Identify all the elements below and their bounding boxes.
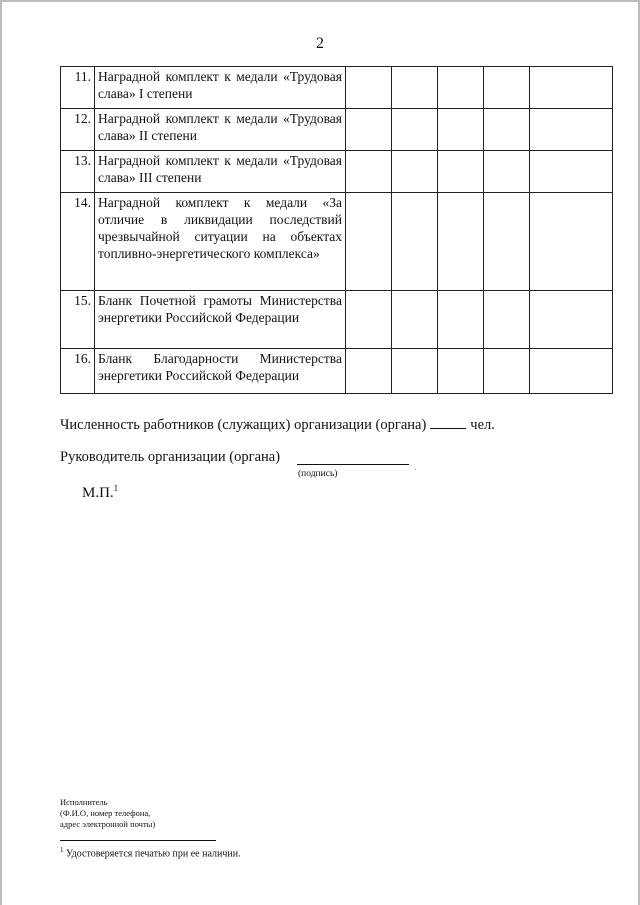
row-name: Бланк Почетной грамоты Министерства энергетики Российской Федерации [95, 291, 346, 349]
empty-cell [438, 349, 484, 394]
stamp-text: М.П. [82, 485, 114, 501]
row-name: Наградной комплект к медали «Трудовая слава» III степени [95, 151, 346, 193]
awards-table [60, 66, 613, 394]
empty-cell [484, 291, 530, 349]
stamp-label [82, 483, 118, 502]
head-label: Руководитель организации (органа) [60, 449, 281, 465]
row-name: Наградной комплект к медали «За отличие в ликвидации последствий чрезвычайной ситуации на объектах топливно-энергетического комплекса» [95, 193, 346, 291]
page-number: 2 [316, 35, 324, 52]
row-number: 14. [61, 193, 95, 291]
employees-count-line [60, 416, 495, 434]
executor-block [60, 797, 155, 830]
row-number: 13. [61, 151, 95, 193]
empty-cell [392, 193, 438, 291]
empty-cell [530, 151, 613, 193]
page-border-top [0, 0, 640, 2]
empty-cell [346, 151, 392, 193]
employees-count-blank [430, 416, 466, 429]
row-name: Бланк Благодарности Министерства энергетики Российской Федерации [95, 349, 346, 394]
table-row [61, 109, 613, 151]
signature-line [297, 464, 409, 465]
row-number: 15. [61, 291, 95, 349]
employees-unit: чел. [470, 417, 495, 433]
executor-line: (Ф.И.О, номер телефона, [60, 808, 151, 818]
table-row [61, 151, 613, 193]
empty-cell [392, 349, 438, 394]
empty-cell [392, 67, 438, 109]
empty-cell [530, 349, 613, 394]
empty-cell [392, 151, 438, 193]
empty-cell [530, 193, 613, 291]
empty-cell [484, 349, 530, 394]
empty-cell [530, 67, 613, 109]
row-name: Наградной комплект к медали «Трудовая слава» I степени [95, 67, 346, 109]
row-number: 12. [61, 109, 95, 151]
signature-dot: . [414, 462, 417, 473]
empty-cell [484, 67, 530, 109]
footnote [60, 846, 241, 859]
empty-cell [346, 67, 392, 109]
employees-label: Численность работников (служащих) организации (органа) [60, 417, 427, 433]
executor-line: адрес электронной почты) [60, 819, 156, 829]
empty-cell [438, 291, 484, 349]
executor-title: Исполнитель [60, 797, 108, 807]
row-number: 11. [61, 67, 95, 109]
empty-cell [438, 151, 484, 193]
table-row [61, 67, 613, 109]
footnote-mark: 1 [60, 846, 64, 854]
footnote-text: Удостоверяется печатью при ее наличии. [66, 848, 241, 860]
empty-cell [346, 109, 392, 151]
table-row [61, 193, 613, 291]
empty-cell [392, 291, 438, 349]
page-border-left [0, 0, 2, 905]
empty-cell [484, 151, 530, 193]
empty-cell [346, 349, 392, 394]
empty-cell [484, 109, 530, 151]
empty-cell [438, 193, 484, 291]
row-name: Наградной комплект к медали «Трудовая слава» II степени [95, 109, 346, 151]
footnote-rule [60, 840, 216, 841]
table-row [61, 349, 613, 394]
empty-cell [438, 109, 484, 151]
empty-cell [346, 193, 392, 291]
empty-cell [346, 291, 392, 349]
empty-cell [484, 193, 530, 291]
signature-caption: (подпись) [298, 469, 338, 479]
row-number: 16. [61, 349, 95, 394]
empty-cell [438, 67, 484, 109]
empty-cell [530, 109, 613, 151]
stamp-footnote-mark: 1 [113, 483, 119, 493]
empty-cell [392, 109, 438, 151]
table-row [61, 291, 613, 349]
empty-cell [530, 291, 613, 349]
